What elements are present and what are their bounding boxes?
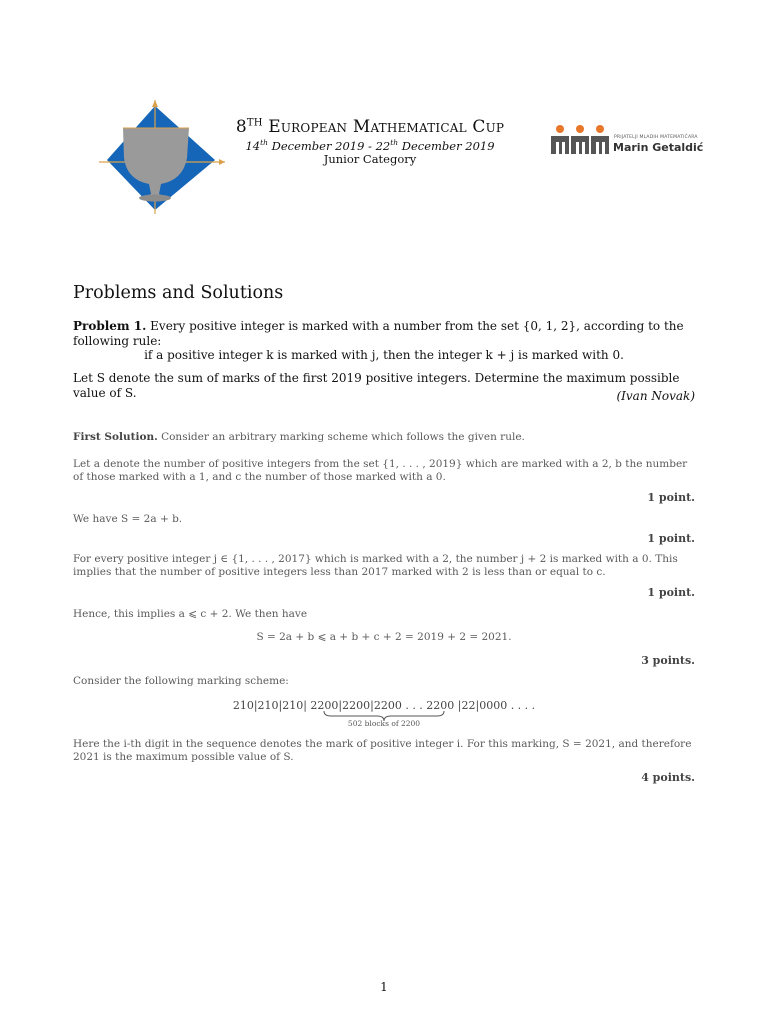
solution-equation: S = 2a + b ⩽ a + b + c + 2 = 2019 + 2 = 2021. <box>256 631 512 643</box>
points-2: 1 point. <box>647 532 695 545</box>
sponsor-name: Marin Getaldić <box>613 141 704 154</box>
solution-paragraph-2: We have S = 2a + b. <box>73 513 183 525</box>
solution-paragraph-4: Hence, this implies a ⩽ c + 2. We then have <box>73 608 308 620</box>
solution-paragraph-6: Here the i-th digit in the sequence denotes the mark of positive integer i. For this marking, S = 2021, and therefore 2021 is the maximum possible value of S. <box>73 738 692 763</box>
solution-paragraph-3: For every positive integer j ∈ {1, . . . , 2017} which is marked with a 2, the number j + 2 is marked with a 0. This implies that the number of positive integers less than 2017 marked with 2 is less than or equal to c. <box>73 553 678 578</box>
problem-question: Let S denote the sum of marks of the first 2019 positive integers. Determine the maximum possible value of S. <box>73 371 680 400</box>
problem-statement: Problem 1. Every positive integer is marked with a number from the set {0, 1, 2}, according to the following rule: <box>73 319 684 348</box>
competition-dates: 14th December 2019 - 22th December 2019 <box>245 138 495 153</box>
solution-paragraph-1: Let a denote the number of positive integers from the set {1, . . . , 2019} which are marked with a 2, b the number of those marked with a 1, and c the number of those marked with a 0. <box>73 458 688 483</box>
competition-category: Junior Category <box>323 152 417 166</box>
points-1: 1 point. <box>647 491 695 504</box>
sponsor-tagline: PRIJATELJI MLADIH MATEMATIČARA <box>614 135 698 140</box>
problem-author: (Ivan Novak) <box>616 389 695 403</box>
problem-rule: if a positive integer k is marked with j, then the integer k + j is marked with 0. <box>144 348 624 362</box>
marking-sequence: 210|210|210| 2200|2200|2200 . . . 2200 |22|0000 . . . . <box>232 699 536 712</box>
competition-title: 8TH European Mathematical Cup <box>235 117 505 137</box>
points-3: 1 point. <box>647 586 695 599</box>
section-title: Problems and Solutions <box>73 283 284 303</box>
points-5: 4 points. <box>641 771 695 784</box>
underbrace-label: 502 blocks of 2200 <box>347 719 421 728</box>
points-4: 3 points. <box>641 654 695 667</box>
solution-intro: First Solution. Consider an arbitrary marking scheme which follows the given rule. <box>73 431 525 443</box>
page-number: 1 <box>380 980 388 994</box>
solution-paragraph-5: Consider the following marking scheme: <box>73 675 289 687</box>
